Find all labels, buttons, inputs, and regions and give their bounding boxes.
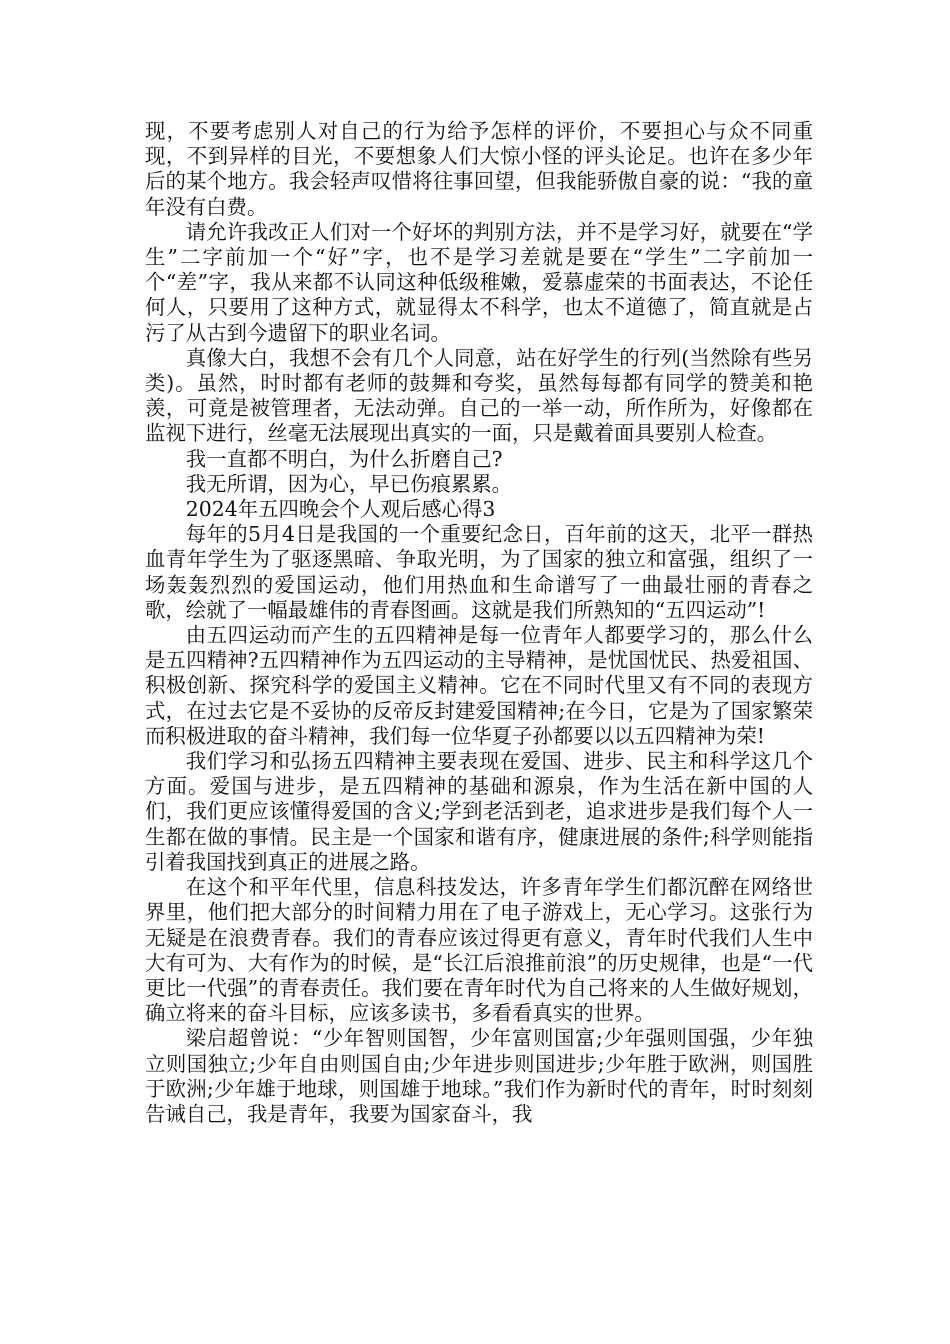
document-page [145,119,813,1127]
paragraph-3: 真像大白，我想不会有几个人同意，站在好学生的行列(当然除有些另类)。虽然，时时都有老师的鼓舞和夸奖，虽然每每都有同学的赞美和艳羡，可竟是被管理者，无法动弹。自己的一举一动，所作所为，好像都在监视下进行，丝毫无法展现出真实的一面，只是戴着面具要别人检查。 [145,345,813,446]
paragraph-9: 我们学习和弘扬五四精神主要表现在爱国、进步、民主和科学这几个方面。爱国与进步，是五四精神的基础和源泉，作为生活在新中国的人们，我们更应该懂得爱国的含义;学到老活到老，追求进步是我们每个人一生都在做的事情。民主是一个国家和谐有序，健康进展的条件;科学则能指引着我国找到真正的进展之路。 [145,749,813,874]
section-heading: 2024年五四晚会个人观后感心得3 [185,497,496,522]
paragraph-7: 每年的5月4日是我国的一个重要纪念日，百年前的这天，北平一群热血青年学生为了驱逐黑暗、争取光明，为了国家的独立和富强，组织了一场轰轰烈烈的爱国运动，他们用热血和生命谱写了一曲最壮丽的青春之歌，绘就了一幅最雄伟的青春图画。这就是我们所熟知的“五四运动”! [145,522,813,622]
paragraph-11: 梁启超曾说：“少年智则国智，少年富则国富;少年强则国强，少年独立则国独立;少年自由则国自由;少年进步则国进步;少年胜于欧洲，则国胜于欧洲;少年雄于地球，则国雄于地球。”我们作为新时代的青年，时时刻刻告诫自己，我是青年，我要为国家奋斗，我 [145,1026,813,1126]
paragraph-8: 由五四运动而产生的五四精神是每一位青年人都要学习的，那么什么是五四精神?五四精神作为五四运动的主导精神，是忧国忧民、热爱祖国、积极创新、探究科学的爱国主义精神。它在不同时代里又有不同的表现方式，在过去它是不妥协的反帝反封建爱国精神;在今日，它是为了国家繁荣而积极进取的奋斗精神，我们每一位华夏子孙都要以以五四精神为荣! [145,623,813,748]
paragraph-2: 请允许我改正人们对一个好坏的判别方法，并不是学习好，就要在“学生”二字前加一个“好”字，也不是学习差就是要在“学生”二字前加一个“差”字，我从来都不认同这种低级稚嫩，爱慕虚荣的书面表达，不论任何人，只要用了这种方式，就显得太不科学，也太不道德了，简直就是占污了从古到今遗留下的职业名词。 [145,219,813,345]
paragraph-5: 我无所谓，因为心，早已伤痕累累。 [185,471,513,496]
paragraph-10: 在这个和平年代里，信息科技发达，许多青年学生们都沉醉在网络世界里，他们把大部分的时间精力用在了电子游戏上，无心学习。这张行为无疑是在浪费青春。我们的青春应该过得更有意义，青年时代我们人生中大有可为、大有作为的时候，是“长江后浪推前浪”的历史规律，也是“一代更比一代强”的青春责任。我们要在青年时代为自己将来的人生做好规划，确立将来的奋斗目标，应该多读书，多看看真实的世界。 [145,875,813,1026]
paragraph-1: 现，不要考虑别人对自己的行为给予怎样的评价，不要担心与众不同重现，不到异样的目光，不要想象人们大惊小怪的评头论足。也许在多少年后的某个地方。我会轻声叹惜将往事回望，但我能骄傲自豪的说：“我的童年没有白费。 [145,119,813,219]
paragraph-4: 我一直都不明白，为什么折磨自己? [185,446,503,471]
